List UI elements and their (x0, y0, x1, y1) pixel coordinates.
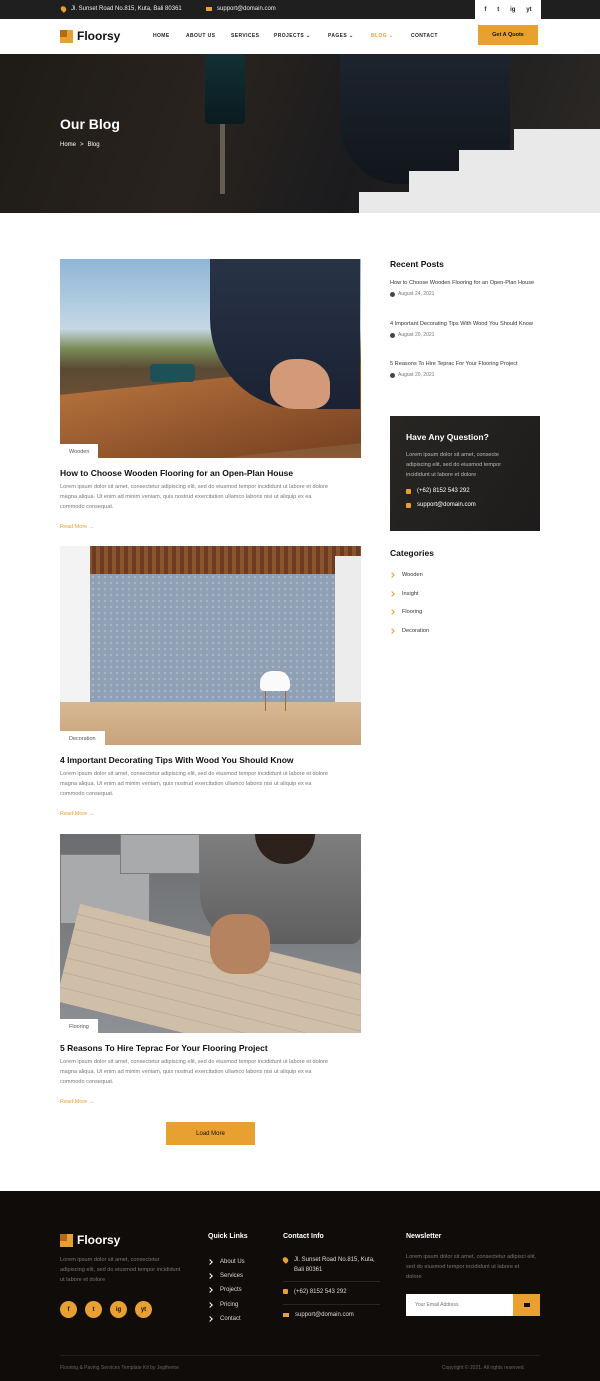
contact-phone-text[interactable]: (+62) 8152 543 292 (294, 1289, 347, 1295)
youtube-icon[interactable]: yt (135, 1301, 152, 1318)
question-title: Have Any Question? (406, 432, 489, 442)
post-image-detail (60, 702, 361, 745)
read-more-label: Read More (60, 524, 88, 530)
logo-mark-icon (60, 1234, 73, 1247)
envelope-icon (524, 1303, 530, 1307)
read-more-label: Read More (60, 1099, 88, 1105)
main-navigation (0, 19, 600, 54)
categories-list (390, 566, 429, 640)
nav-item-about[interactable]: ABOUT US (186, 33, 216, 39)
hero-step-shape (359, 192, 600, 213)
post-image-detail (265, 691, 266, 711)
recent-post-date (390, 372, 540, 378)
nav-item-home[interactable]: HOME (153, 33, 170, 39)
footer-divider (60, 1355, 540, 1356)
quick-link[interactable] (208, 1283, 245, 1297)
load-more-button[interactable]: Load More (166, 1122, 255, 1145)
envelope-icon (406, 503, 411, 508)
nav-item-blog-label: BLOG (371, 33, 388, 39)
hero-step-shape (514, 129, 600, 150)
arrow-right-icon: → (88, 1099, 95, 1105)
instagram-icon[interactable]: ig (110, 1301, 127, 1318)
category-label[interactable]: Flooring (402, 609, 423, 616)
location-pin-icon (60, 5, 68, 13)
post-category-tag[interactable]: Decoration (60, 731, 105, 745)
hero-step-shape (459, 150, 600, 171)
footer-about: Lorem ipsum dolor sit amet, consectetur adipiscing elit, sed do eiusmod tempor incididunt ut labore et dolore (60, 1257, 181, 1283)
contact-info-heading: Contact Info (283, 1233, 324, 1240)
post-thumbnail[interactable] (60, 259, 361, 458)
recent-posts-heading: Recent Posts (390, 259, 444, 269)
post-image-detail (335, 556, 361, 716)
quick-link[interactable] (208, 1255, 245, 1269)
youtube-icon[interactable]: yt (526, 6, 532, 13)
quick-link-label[interactable]: About Us (220, 1259, 245, 1266)
footer-logo[interactable] (60, 1233, 120, 1247)
category-item[interactable] (390, 566, 429, 585)
contact-email[interactable] (283, 1310, 383, 1320)
post-image-detail (60, 546, 361, 574)
post-category-tag[interactable]: Wooden (60, 444, 98, 458)
page-title: Our Blog (60, 116, 120, 132)
breadcrumb (60, 142, 100, 148)
page-hero (0, 54, 600, 213)
footer-credit: Flooring & Paving Services Template Kit by Jegtheme (60, 1365, 179, 1371)
post-image-detail (210, 914, 270, 974)
quick-link-label[interactable]: Contact (220, 1315, 241, 1322)
post-excerpt: Lorem ipsum dolor sit amet, consectetur adipiscing elit, sed do eiusmod tempor incididunt ut labore et dolore magna aliqua. Ut enim ad minim veniam, quis nostrud exercitation ullamco laboris nisi ut aliquip ex ea commodo consequat. (60, 1059, 329, 1085)
post-image-detail (285, 691, 286, 711)
top-email-text[interactable]: support@domain.com (217, 6, 276, 12)
contact-divider (283, 1281, 380, 1282)
question-email[interactable] (406, 502, 524, 508)
phone-icon (406, 489, 411, 494)
nav-item-blog[interactable] (371, 33, 411, 39)
post-category-tag[interactable]: Flooring (60, 1019, 98, 1033)
chevron-right-icon (207, 1302, 213, 1308)
chevron-right-icon (207, 1273, 213, 1279)
quick-link-label[interactable]: Projects (220, 1287, 242, 1294)
site-footer (0, 1191, 600, 1381)
top-bar (0, 0, 600, 19)
recent-post-title[interactable]: 4 Important Decorating Tips With Wood You Should Know (390, 321, 533, 327)
newsletter-email-input[interactable] (406, 1294, 513, 1316)
category-item[interactable] (390, 603, 429, 622)
question-phone[interactable] (406, 488, 524, 494)
arrow-right-icon: → (88, 811, 95, 817)
phone-icon (283, 1289, 288, 1294)
question-widget (390, 416, 540, 531)
quick-link-label[interactable]: Services (220, 1273, 244, 1280)
recent-post-item[interactable] (390, 319, 540, 338)
post-excerpt: Lorem ipsum dolor sit amet, consectetur adipiscing elit, sed do eiusmod tempor incididunt ut labore et dolore magna aliqua. Ut enim ad minim veniam, quis nostrud exercitation ullamco laboris nisi ut aliquip ex ea commodo consequat. (60, 771, 329, 797)
question-phone-text[interactable]: (+62) 8152 543 292 (417, 488, 470, 494)
post-image-detail (120, 834, 200, 874)
post-image-detail (260, 671, 290, 691)
contact-divider (283, 1304, 380, 1305)
read-more-link[interactable] (60, 811, 361, 817)
blog-post-card (60, 834, 361, 1105)
question-text: Lorem ipsum dolor sit amet, consecte adipiscing elit, sed do eiusmod tempor incididunt ut labore et dolore (406, 452, 502, 478)
chevron-right-icon (389, 628, 395, 634)
clock-icon (390, 373, 395, 378)
read-more-link[interactable] (60, 524, 361, 530)
location-pin-icon (282, 1256, 290, 1264)
nav-menu (153, 33, 451, 39)
newsletter-heading: Newsletter (406, 1233, 442, 1240)
top-address-text: Jl. Sunset Road No.815, Kuta, Bali 80361 (71, 6, 182, 12)
post-thumbnail[interactable] (60, 834, 361, 1033)
read-more-link[interactable] (60, 1099, 361, 1105)
contact-address-text: Jl. Sunset Road No.815, Kuta, Bali 80361 (294, 1257, 375, 1273)
envelope-icon (206, 7, 212, 11)
category-item[interactable] (390, 585, 429, 604)
post-image-detail (60, 546, 90, 716)
question-email-text[interactable]: support@domain.com (417, 502, 476, 508)
instagram-icon[interactable]: ig (510, 6, 516, 13)
breadcrumb-separator: > (80, 142, 84, 148)
post-thumbnail[interactable] (60, 546, 361, 745)
recent-post-date-text: August 24, 2021 (398, 291, 435, 297)
chevron-right-icon (207, 1316, 213, 1322)
recent-post-title[interactable]: How to Choose Wooden Flooring for an Open-Plan House (390, 280, 535, 286)
clock-icon (390, 292, 395, 297)
recent-post-date (390, 332, 540, 338)
top-social-links (475, 0, 541, 19)
read-more-label: Read More (60, 811, 88, 817)
quick-links-heading: Quick Links (208, 1233, 248, 1240)
envelope-icon (283, 1313, 289, 1317)
chevron-right-icon (207, 1259, 213, 1265)
footer-brand-name: Floorsy (77, 1233, 121, 1247)
twitter-icon[interactable]: t (497, 6, 500, 13)
arrow-right-icon: → (88, 524, 95, 530)
get-quote-button[interactable]: Get A Quote (478, 25, 538, 45)
breadcrumb-home[interactable]: Home (60, 142, 77, 148)
recent-post-title[interactable]: 5 Reasons To Hire Teprac For Your Flooring Project (390, 361, 518, 367)
chevron-down-icon: ⌄ (305, 33, 311, 39)
category-item[interactable] (390, 622, 429, 641)
newsletter-submit-button[interactable] (513, 1294, 540, 1316)
quick-link-label[interactable]: Pricing (220, 1301, 239, 1308)
newsletter-text: Lorem ipsum dolor sit amet, consectetur adipisci elit, sed do eiusmod tempor incididunt ut labore et dolore (406, 1254, 536, 1280)
category-label[interactable]: Decoration (402, 627, 430, 634)
chevron-down-icon: ⌄ (348, 33, 354, 39)
category-label[interactable]: Insight (402, 590, 419, 597)
footer-social-links (60, 1301, 152, 1318)
nav-item-pages-label: PAGES (328, 33, 348, 39)
logo-mark-icon (60, 30, 73, 43)
blog-post-card (60, 546, 361, 817)
recent-post-date (390, 291, 540, 297)
brand-name: Floorsy (77, 29, 121, 43)
post-title[interactable]: 5 Reasons To Hire Teprac For Your Flooring Project (60, 1043, 268, 1053)
recent-post-item[interactable] (390, 278, 540, 297)
quick-links-list (208, 1255, 245, 1326)
category-label[interactable]: Wooden (402, 572, 423, 579)
post-image-detail (90, 574, 335, 702)
post-title[interactable]: 4 Important Decorating Tips With Wood You Should Know (60, 755, 294, 765)
post-title[interactable]: How to Choose Wooden Flooring for an Open-Plan House (60, 468, 294, 478)
blog-post-card (60, 259, 361, 530)
recent-post-item[interactable] (390, 359, 540, 378)
breadcrumb-current: Blog (87, 142, 100, 148)
quick-link[interactable] (208, 1269, 245, 1283)
facebook-icon[interactable]: f (60, 1301, 77, 1318)
chevron-right-icon (389, 591, 395, 597)
top-address (61, 6, 182, 12)
nav-item-contact[interactable]: CONTACT (411, 33, 438, 39)
post-excerpt: Lorem ipsum dolor sit amet, consectetur adipiscing elit, sed do eiusmod tempor incididunt ut labore et dolore magna aliqua. Ut enim ad minim veniam, quis nostrud exercitation ullamco laboris nisi ut aliquip ex ea commodo consequat. (60, 484, 329, 510)
nav-item-projects[interactable] (274, 33, 328, 39)
top-email[interactable] (206, 6, 276, 12)
chevron-right-icon (389, 609, 395, 615)
hero-step-shape (409, 171, 600, 192)
nav-item-services[interactable]: SERVICES (231, 33, 260, 39)
contact-email-text[interactable]: support@domain.com (295, 1312, 354, 1318)
recent-post-date-text: August 20, 2021 (398, 332, 435, 338)
post-image-detail (270, 359, 330, 409)
clock-icon (390, 333, 395, 338)
quick-link[interactable] (208, 1298, 245, 1312)
brand-logo[interactable] (60, 29, 120, 43)
nav-item-pages[interactable] (328, 33, 371, 39)
quick-link[interactable] (208, 1312, 245, 1326)
post-image-detail (150, 364, 195, 382)
chevron-right-icon (389, 572, 395, 578)
chevron-right-icon (207, 1288, 213, 1294)
nav-item-projects-label: PROJECTS (274, 33, 305, 39)
facebook-icon[interactable]: f (484, 6, 487, 13)
footer-copyright: Copyright © 2021. All rights reserved. (442, 1365, 525, 1371)
contact-phone[interactable] (283, 1287, 383, 1297)
twitter-icon[interactable]: t (85, 1301, 102, 1318)
contact-address (283, 1255, 383, 1275)
categories-heading: Categories (390, 548, 434, 558)
recent-post-date-text: August 20, 2021 (398, 372, 435, 378)
chevron-down-icon: ⌄ (388, 33, 394, 39)
